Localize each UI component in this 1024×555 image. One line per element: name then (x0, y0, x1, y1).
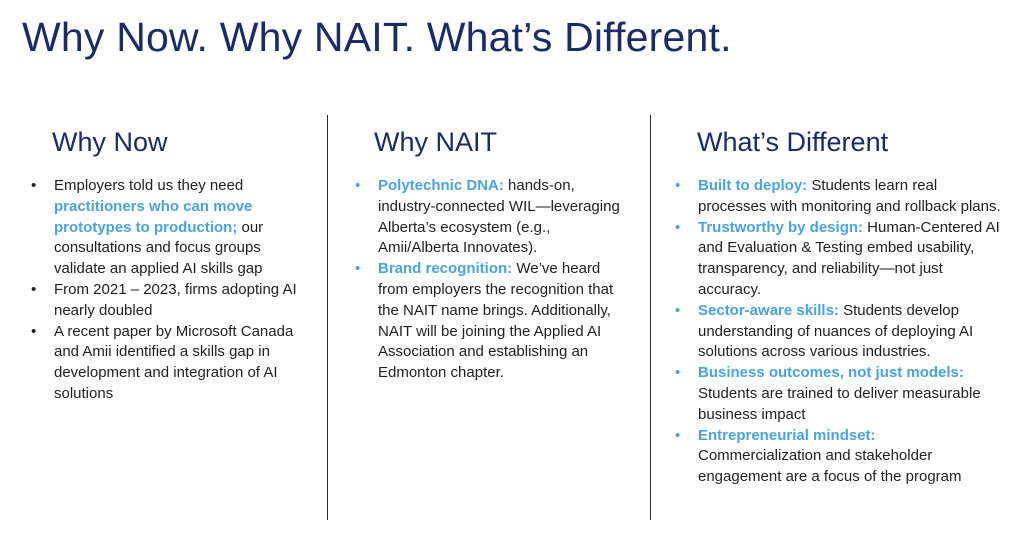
bullet-dot-icon: • (675, 301, 681, 319)
bullet-dot-icon: • (675, 218, 681, 236)
body-text: A recent paper by Microsoft Canada and Amii identified a skills gap in development and integration of AI solutions (54, 322, 294, 402)
highlight-text: Built to deploy: (698, 177, 808, 194)
bullet-dot-icon: • (355, 260, 361, 278)
column-divider (327, 115, 328, 520)
slide-title: Why Now. Why NAIT. What’s Different. (22, 14, 732, 60)
column-why-nait (352, 127, 632, 384)
bullet-dot-icon: • (675, 364, 681, 382)
highlight-text: practitioners who can move prototypes to production; (54, 197, 253, 236)
bullet-list (352, 176, 632, 384)
body-text: our consultations and focus groups validate an applied AI skills gap (54, 218, 264, 278)
body-text: We’ve heard from employers the recognition that the NAIT name brings. Additionally, NAIT will be joining the Applied AI Association and establishing an Edmonton chapter. (378, 260, 614, 382)
column-heading: Why NAIT (374, 127, 498, 157)
body-text: Human-Centered AI and Evaluation & Testing embed usability, transparency, and reliability—not just accuracy. (698, 218, 1000, 298)
body-text: Students learn real processes with monitoring and rollback plans. (698, 177, 1001, 215)
column-why-now (28, 127, 313, 405)
bullet-dot-icon: • (31, 322, 37, 340)
bullet-item (28, 176, 313, 280)
bullet-list (28, 176, 313, 405)
bullet-item (28, 280, 313, 322)
column-divider (650, 115, 651, 520)
body-text: Students are trained to deliver measurable business impact (698, 384, 981, 423)
bullet-item (28, 322, 313, 405)
bullet-dot-icon: • (31, 280, 37, 298)
highlight-text: Sector-aware skills: (698, 301, 839, 319)
bullet-item (352, 176, 632, 259)
bullet-dot-icon: • (355, 177, 361, 194)
bullet-dot-icon: • (675, 177, 681, 194)
bullet-dot-icon: • (31, 177, 37, 194)
column-heading: Why Now (52, 127, 168, 157)
highlight-text: Business outcomes, not just models: (698, 364, 964, 382)
bullet-item (672, 301, 1002, 363)
highlight-text: Entrepreneurial mindset: (698, 426, 876, 444)
highlight-text: Polytechnic DNA: (378, 177, 504, 194)
bullet-item (672, 176, 1002, 218)
highlight-text: Trustworthy by design: (698, 218, 864, 236)
body-text: From 2021 – 2023, firms adopting AI nearly doubled (54, 280, 297, 319)
bullet-item (352, 259, 632, 384)
bullet-item (672, 426, 1002, 488)
body-text: hands-on, industry-connected WIL—leveraging Alberta’s ecosystem (e.g., Amii/Alberta Innovates). (378, 177, 620, 257)
column-whats-different (672, 127, 1002, 488)
column-heading: What’s Different (697, 127, 889, 157)
bullet-list (672, 176, 1002, 488)
bullet-item (672, 363, 1002, 425)
body-text: Employers told us they need (54, 177, 244, 194)
body-text: Commercialization and stakeholder engagement are a focus of the program (698, 447, 962, 486)
highlight-text: Brand recognition: (378, 260, 513, 278)
bullet-dot-icon: • (675, 426, 681, 444)
body-text: Students develop understanding of nuances of deploying AI solutions across various industries. (698, 301, 974, 361)
bullet-item (672, 218, 1002, 301)
